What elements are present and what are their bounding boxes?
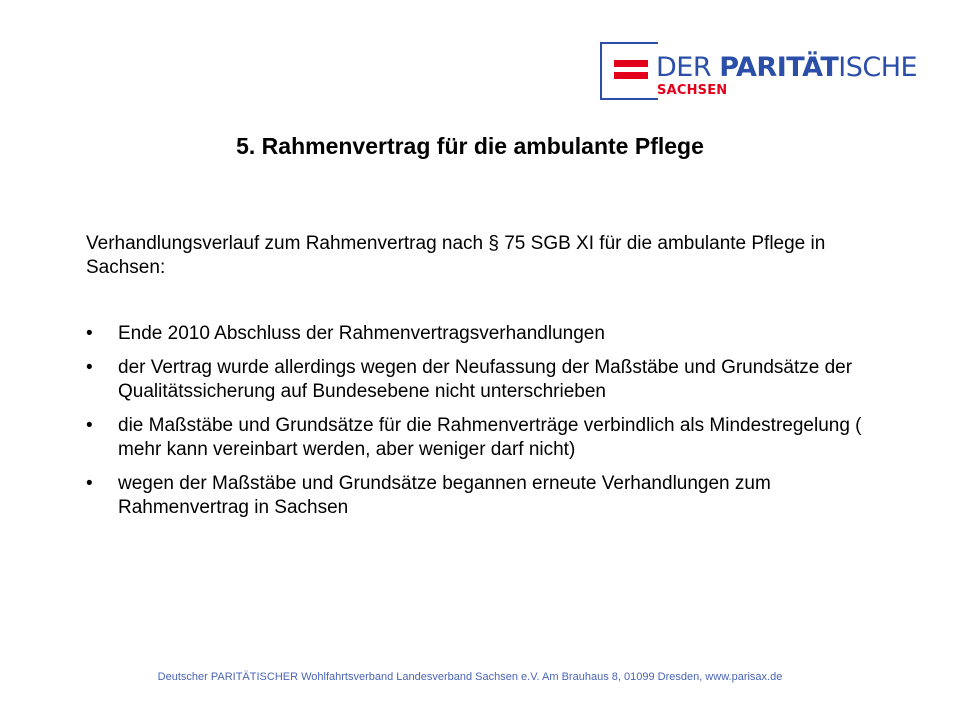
- bullet-text: die Maßstäbe und Grundsätze für die Rahmenverträge verbindlich als Mindestregelung ( mehr kann vereinbart werden, aber weniger darf nicht): [118, 415, 862, 460]
- logo-red-bar-top: [614, 60, 648, 67]
- bullet-item: [86, 414, 906, 462]
- paritaetische-logo: [600, 42, 920, 104]
- bullet-text: Ende 2010 Abschluss der Rahmenvertragsverhandlungen: [118, 323, 605, 344]
- logo-frame-top: [600, 42, 658, 44]
- logo-name-part3: ISCHE: [838, 52, 918, 83]
- bullet-icon: •: [86, 357, 93, 378]
- bullet-icon: •: [86, 473, 93, 494]
- logo-red-bar-bottom: [614, 72, 648, 79]
- logo-subtitle: SACHSEN: [657, 83, 728, 98]
- bullet-icon: •: [86, 415, 93, 436]
- bullet-text: der Vertrag wurde allerdings wegen der Neufassung der Maßstäbe und Grundsätze der Qualitätssicherung auf Bundesebene nicht unterschrieben: [118, 357, 853, 402]
- bullet-item: [86, 356, 906, 404]
- slide-title: 5. Rahmenvertrag für die ambulante Pflege: [236, 133, 704, 159]
- bullet-list: [86, 322, 906, 530]
- bullet-icon: •: [86, 323, 93, 344]
- bullet-item: [86, 472, 906, 520]
- bullet-text: wegen der Maßstäbe und Grundsätze begannen erneute Verhandlungen zum Rahmenvertrag in Sachsen: [118, 473, 771, 518]
- logo-name: [656, 53, 917, 83]
- logo-frame: [600, 42, 658, 100]
- bullet-item: [86, 322, 906, 346]
- logo-name-part1: DER: [656, 52, 720, 83]
- logo-name-part2: PARITÄT: [719, 52, 839, 83]
- intro-text: Verhandlungsverlauf zum Rahmenvertrag nach § 75 SGB XI für die ambulante Pflege in Sachsen:: [86, 233, 826, 278]
- footer-text: Deutscher PARITÄTISCHER Wohlfahrtsverband Landesverband Sachsen e.V. Am Brauhaus 8, 01099 Dresden, www.parisax.de: [157, 671, 783, 683]
